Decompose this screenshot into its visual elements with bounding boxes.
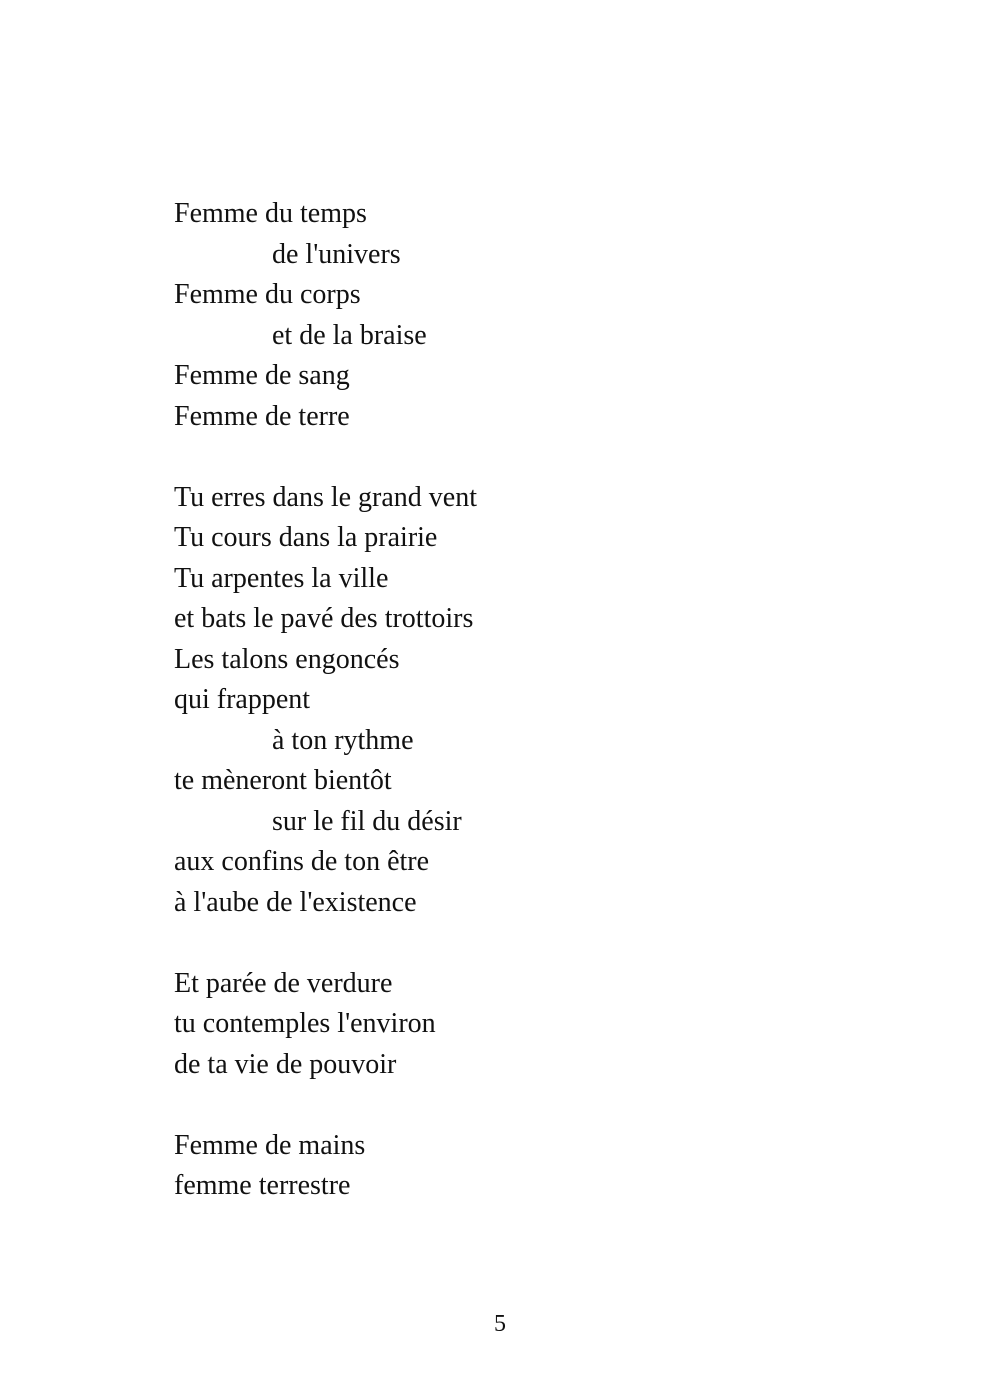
- poem-line: aux confins de ton être: [174, 846, 430, 877]
- poem-line: qui frappent: [174, 684, 311, 715]
- poem-line: et bats le pavé des trottoirs: [174, 603, 474, 634]
- poem-line: à l'aube de l'existence: [174, 886, 417, 918]
- poem-line-indented: et de la braise: [272, 319, 427, 351]
- poem-line: Et parée de verdure: [174, 967, 393, 999]
- poem: [174, 194, 874, 1207]
- stanza-3: [174, 964, 874, 1086]
- poem-line: te mèneront bientôt: [174, 765, 392, 796]
- poem-line: Femme de sang: [174, 360, 350, 391]
- poem-line-indented: sur le fil du désir: [272, 805, 462, 837]
- poem-line: femme terrestre: [174, 1170, 351, 1201]
- poem-line: Femme de terre: [174, 400, 350, 432]
- poem-line: Femme du corps: [174, 279, 361, 310]
- stanza-4: [174, 1126, 874, 1207]
- poem-line: tu contemples l'environ: [174, 1008, 436, 1039]
- poem-line: Femme du temps: [174, 198, 367, 229]
- poem-line: Tu arpentes la ville: [174, 562, 389, 594]
- stanza-2: [174, 478, 874, 924]
- poem-line: Tu cours dans la prairie: [174, 522, 438, 553]
- poem-line-indented: de l'univers: [272, 238, 401, 270]
- page-number: 5: [494, 1311, 506, 1337]
- stanza-1: [174, 194, 874, 437]
- poem-line: Tu erres dans le grand vent: [174, 481, 478, 513]
- poem-line: Femme de mains: [174, 1129, 366, 1161]
- poem-line: de ta vie de pouvoir: [174, 1048, 397, 1080]
- poem-line-indented: à ton rythme: [272, 724, 414, 756]
- poem-line: Les talons engoncés: [174, 643, 400, 675]
